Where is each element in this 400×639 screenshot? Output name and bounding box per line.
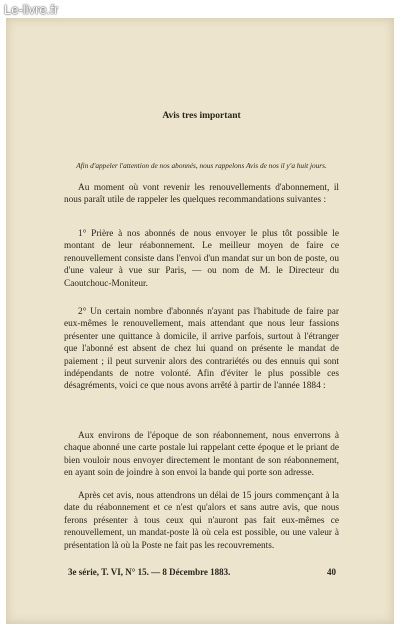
article-subtitle: Afin d'appeler l'attention de nos abonnés, nous rappelons Avis de nos il y'a huit jours. — [76, 161, 327, 170]
document-page — [6, 18, 394, 624]
paragraph-3: Aux environs de l'époque de son réabonnement, nous enverrons à chaque abonné une carte postale lui rappelant cette époque et le priant de bien vouloir nous envoyer directement le montant de son réabonnement, en ayant soin de joindre à son envoi la bande qui porte son adresse. — [64, 431, 339, 479]
series-info: 3e série, T. VI, N° 15. — 8 Décembre 1883. — [68, 567, 231, 577]
watermark: Le-livre.fr — [4, 2, 59, 17]
article-title: Avis tres important — [162, 111, 241, 121]
paragraph-2: 2° Un certain nombre d'abonnés n'ayant pas l'habitude de faire par eux-mêmes le renouvellement, mais attendant que nous leur fassions présenter une quittance à domicile, il arrive parfois, surtout à l'étranger que l'abonné est absent de chez lui quand on présente le mandat de paiement ; il peut survenir alors des contrariétés ou des ennuis qui sont indépendants de notre volonté. Afin d'éviter le plus possible ces désagréments, voici ce que nous avons arrêté à partir de l'année 1884 : — [64, 307, 339, 392]
paragraph-4: Après cet avis, nous attendrons un délai de 15 jours commençant à la date du réabonnement et ce n'est qu'alors et sans autre avis, que nous ferons présenter à tous ceux qui n'auront pas fait eux-mêmes ce renouvellement, un mandat-poste là où cela est possible, ou une valeur à présentation là où la Poste ne fait pas les recouvrements. — [64, 491, 339, 551]
page-number: 40 — [327, 567, 336, 577]
paragraph-intro: Au moment où vont revenir les renouvellements d'abonnement, il nous paraît utile de rappeler les quelques recommandations suivantes : — [64, 183, 339, 206]
paragraph-1: 1° Prière à nos abonnés de nous envoyer le plus tôt possible le montant de leur réabonnement. Le meilleur moyen de faire ce renouvellement consiste dans l'envoi d'un mandat sur un bon de poste, ou d'une valeur à vue sur Paris, — ou nom de M. le Directeur du Caoutchouc-Moniteur. — [64, 229, 339, 289]
bottom-margin — [0, 624, 400, 639]
